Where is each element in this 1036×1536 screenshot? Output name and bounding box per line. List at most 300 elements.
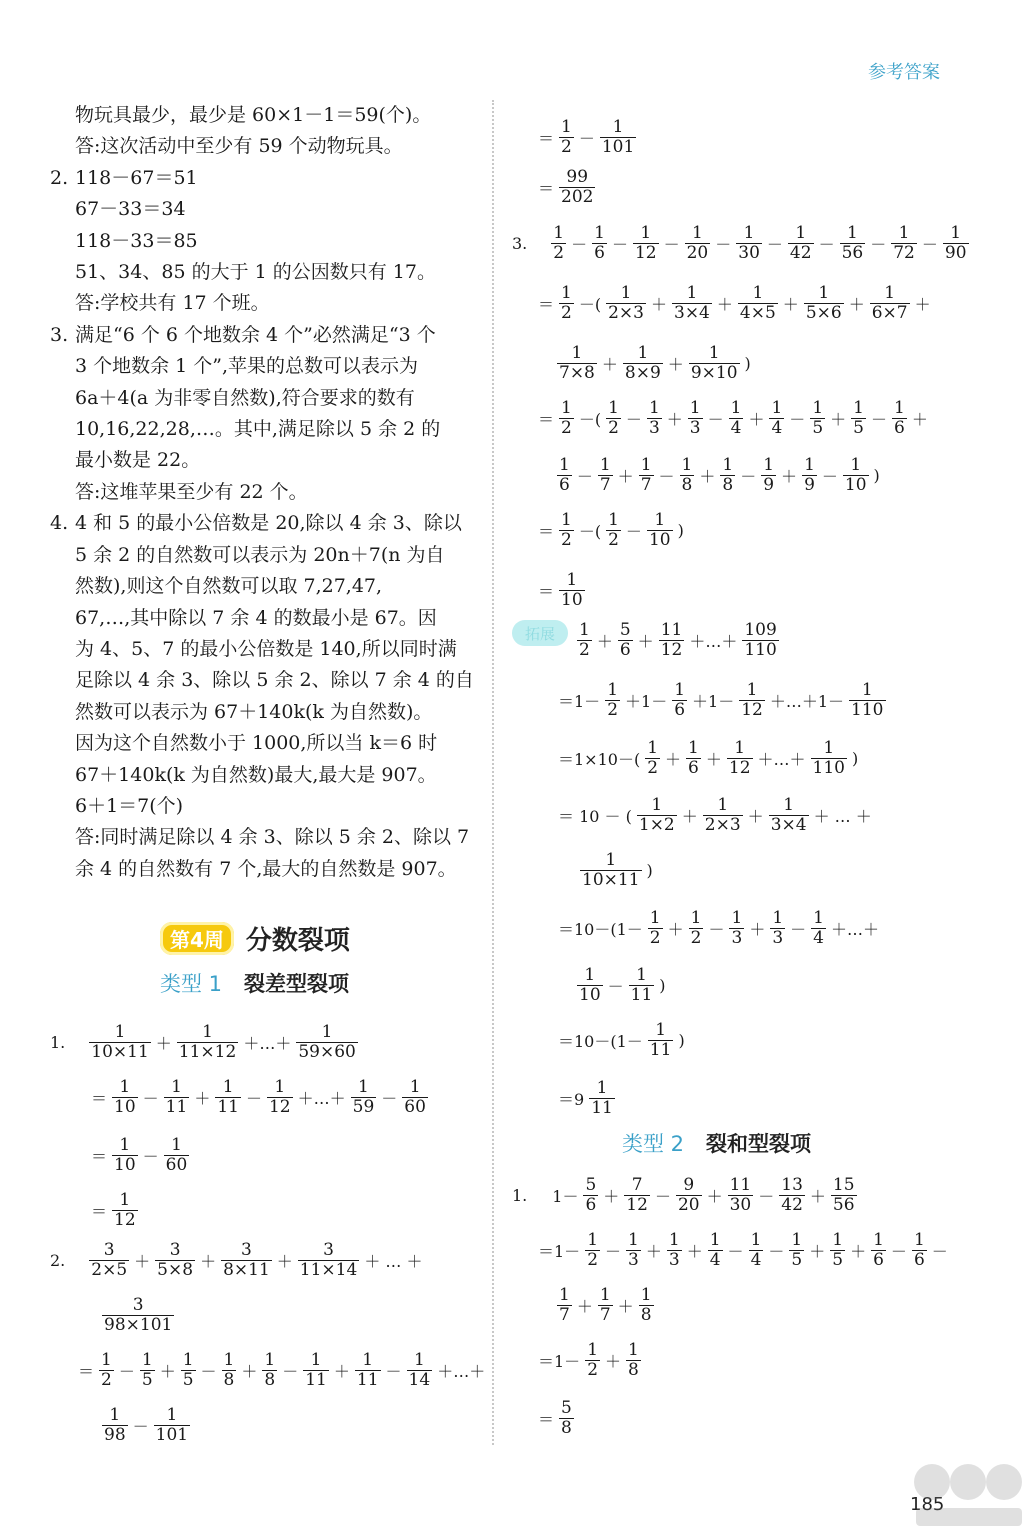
- fraction: [355, 1351, 381, 1390]
- fraction: [577, 966, 603, 1005]
- fraction: [728, 1176, 754, 1215]
- denominator: 2: [608, 529, 619, 550]
- fraction: [89, 1023, 151, 1062]
- math-line: [535, 505, 687, 555]
- line-text: 答:这次活动中至少有 59 个动物玩具。: [75, 135, 403, 158]
- numerator: 1: [109, 1404, 121, 1425]
- fraction: [943, 224, 969, 263]
- numerator: 1: [818, 282, 830, 303]
- denominator: 8: [722, 474, 734, 495]
- operator: －: [381, 1088, 398, 1108]
- numerator: 1: [884, 282, 896, 303]
- operator: ＋: [241, 1361, 258, 1381]
- denominator: 101: [155, 1424, 189, 1445]
- fraction: [789, 1231, 804, 1270]
- type-2-label: 类型 2: [622, 1132, 685, 1156]
- line-text: 118－33＝85: [75, 229, 198, 252]
- fraction: [557, 344, 597, 383]
- numerator: 5: [561, 1397, 572, 1418]
- operator: －: [607, 976, 624, 996]
- fraction: [729, 399, 744, 438]
- numerator: 1: [628, 1229, 639, 1250]
- numerator: 1: [668, 1229, 680, 1250]
- fraction: [164, 1078, 190, 1117]
- numerator: 1: [898, 222, 910, 243]
- fraction: [769, 399, 784, 438]
- denominator: 10: [648, 529, 671, 550]
- fraction: [851, 399, 866, 438]
- denominator: 10: [561, 589, 583, 610]
- fraction: [112, 1191, 138, 1230]
- operator: ＝1×10－(: [558, 749, 641, 769]
- denominator: 9: [804, 474, 815, 495]
- fraction: [592, 224, 607, 263]
- line-text: 4 和 5 的最小公倍数是 20,除以 4 余 3、除以: [75, 512, 462, 535]
- fraction: [89, 1241, 129, 1280]
- operator: ＋: [134, 1251, 151, 1271]
- text-line: [50, 665, 475, 696]
- denominator: 3: [731, 927, 743, 948]
- operator: ＋: [665, 749, 682, 769]
- numerator: 1: [274, 1076, 286, 1097]
- numerator: 1: [119, 1076, 131, 1097]
- numerator: 1: [730, 397, 742, 418]
- fraction: [840, 224, 866, 263]
- operator: －: [758, 1186, 775, 1206]
- denominator: 2: [608, 417, 619, 438]
- math-line: [535, 1393, 576, 1443]
- math-line: [512, 218, 971, 268]
- numerator: 1: [101, 1349, 112, 1370]
- page-header: 参考答案: [868, 62, 940, 83]
- denominator: 12: [626, 1194, 648, 1215]
- denominator: 7: [599, 1304, 611, 1325]
- denominator: 2: [607, 699, 619, 720]
- denominator: 8: [264, 1369, 276, 1390]
- line-text: 因为这个自然数小于 1000,所以当 k＝6 时: [75, 732, 438, 755]
- operator: ＋: [617, 466, 634, 486]
- denominator: 98×101: [104, 1314, 173, 1335]
- numerator: 1: [594, 222, 605, 243]
- operator: －(: [578, 409, 602, 429]
- denominator: 2: [101, 1369, 112, 1390]
- operator: ＝: [78, 1361, 95, 1381]
- fraction: [727, 739, 753, 778]
- denominator: 9: [763, 474, 775, 495]
- math-line: [75, 1345, 488, 1395]
- denominator: 2×3: [704, 814, 741, 835]
- denominator: 10×11: [582, 869, 640, 890]
- denominator: 101: [601, 136, 635, 157]
- numerator: 1: [114, 1021, 126, 1042]
- denominator: 4: [750, 1249, 762, 1270]
- fraction: [689, 909, 704, 948]
- numerator: 15: [832, 1174, 855, 1195]
- item-number: 2.: [50, 166, 69, 189]
- fraction: [761, 456, 776, 495]
- operator: －: [578, 128, 595, 148]
- operator: －: [118, 1361, 135, 1381]
- numerator: 11: [729, 1174, 752, 1195]
- fraction: [585, 1341, 600, 1380]
- numerator: 1: [182, 1349, 194, 1370]
- fraction: [303, 1351, 329, 1390]
- fraction: [112, 1078, 138, 1117]
- operator: ): [852, 748, 859, 768]
- numerator: 1: [813, 907, 824, 928]
- numerator: 1: [734, 737, 746, 758]
- fraction: [703, 796, 743, 835]
- fraction: [580, 851, 642, 890]
- math-line: [535, 1335, 643, 1385]
- numerator: 1: [640, 222, 652, 243]
- fraction: [559, 511, 574, 550]
- operator: ＝: [538, 1409, 555, 1429]
- operator: －: [715, 234, 732, 254]
- math-line: [100, 1400, 192, 1450]
- denominator: 110: [851, 699, 884, 720]
- text-line: [50, 508, 475, 539]
- type-1-title: 裂差型裂项: [244, 972, 350, 996]
- fraction: [659, 621, 685, 660]
- line-text: 然数),则这个自然数可以取 7,27,47,: [75, 575, 383, 598]
- math-line: [535, 565, 587, 615]
- numerator: 1: [171, 1076, 182, 1097]
- fraction: [680, 456, 695, 495]
- type-1-label: 类型 1: [160, 972, 223, 996]
- numerator: 1: [722, 454, 734, 475]
- fraction: [645, 739, 660, 778]
- numerator: 1: [321, 1021, 333, 1042]
- numerator: 1: [873, 1229, 884, 1250]
- fraction: [639, 1286, 654, 1325]
- operator: －: [890, 1241, 907, 1261]
- operator: －: [385, 1361, 402, 1381]
- operator: －: [663, 234, 680, 254]
- text-line: [50, 791, 475, 822]
- fraction: [647, 511, 673, 550]
- fraction: [708, 1231, 723, 1270]
- denominator: 8×9: [624, 362, 661, 383]
- fraction: [738, 284, 778, 323]
- operator: ＋: [200, 1251, 217, 1271]
- numerator: 1: [709, 1229, 721, 1250]
- numerator: 3: [103, 1239, 115, 1260]
- operator: ): [659, 975, 666, 995]
- line-text: 答:学校共有 17 个班。: [75, 292, 270, 315]
- denominator: 3×4: [770, 814, 807, 835]
- operator: ＋: [850, 1241, 867, 1261]
- section-title: [160, 920, 350, 957]
- fraction: [637, 796, 677, 835]
- numerator: 1: [823, 737, 835, 758]
- denominator: 5: [832, 1249, 844, 1270]
- text-line: [50, 571, 475, 602]
- denominator: 30: [738, 242, 760, 263]
- fraction: [648, 909, 663, 948]
- denominator: 11: [591, 1097, 613, 1118]
- item-number: 1.: [512, 1185, 528, 1205]
- denominator: 6: [873, 1249, 884, 1270]
- math-line: [555, 1015, 688, 1065]
- denominator: 4: [771, 417, 783, 438]
- numerator: 1: [750, 1229, 762, 1250]
- denominator: 12: [728, 757, 751, 778]
- numerator: 1: [771, 397, 783, 418]
- numerator: 1: [913, 1229, 925, 1250]
- fraction: [577, 621, 592, 660]
- fraction: [892, 399, 907, 438]
- numerator: 1: [686, 282, 698, 303]
- fraction: [598, 1286, 613, 1325]
- numerator: 1: [358, 1076, 369, 1097]
- numerator: 1: [651, 794, 663, 815]
- operator: ＋…＋: [437, 1361, 486, 1381]
- denominator: 5: [812, 417, 824, 438]
- denominator: 11: [305, 1369, 327, 1390]
- text-line: [50, 163, 475, 194]
- denominator: 8: [561, 1417, 572, 1438]
- fraction: [351, 1078, 377, 1117]
- fraction: [623, 344, 663, 383]
- fraction: [559, 399, 574, 438]
- operator: －: [200, 1361, 217, 1381]
- numerator: 1: [119, 1189, 131, 1210]
- denominator: 98: [104, 1424, 126, 1445]
- denominator: 56: [832, 1194, 855, 1215]
- denominator: 7: [599, 474, 611, 495]
- denominator: 2: [561, 302, 572, 323]
- numerator: 1: [608, 397, 619, 418]
- denominator: 60: [404, 1096, 426, 1117]
- math-line: [555, 338, 754, 388]
- operator: ＋…＋: [757, 749, 806, 769]
- fraction: [589, 1079, 615, 1118]
- denominator: 6: [894, 417, 905, 438]
- operator: ): [744, 353, 751, 373]
- math-line: [555, 1073, 617, 1123]
- numerator: 1: [950, 222, 962, 243]
- fraction: [600, 118, 636, 157]
- numerator: 1: [605, 849, 617, 870]
- denominator: 8×11: [223, 1259, 270, 1280]
- fraction: [112, 1136, 138, 1175]
- denominator: 59×60: [298, 1041, 356, 1062]
- operator: －: [727, 1241, 744, 1261]
- denominator: 12: [741, 699, 763, 720]
- operator: ＋: [617, 1296, 634, 1316]
- denominator: 10: [844, 474, 867, 495]
- denominator: 11×12: [178, 1041, 237, 1062]
- fraction: [559, 168, 595, 207]
- denominator: 56: [841, 242, 864, 263]
- operator: ＋: [830, 409, 847, 429]
- numerator: 1: [791, 1229, 803, 1250]
- item-number: 4.: [50, 512, 69, 535]
- fraction: [802, 456, 817, 495]
- text-line: [50, 351, 475, 382]
- fraction: [626, 1341, 641, 1380]
- denominator: 8: [628, 1359, 639, 1380]
- line-text: 满足“6 个 6 个地数余 4 个”必然满足“3 个: [75, 323, 436, 346]
- denominator: 12: [660, 639, 683, 660]
- operator: －: [789, 409, 806, 429]
- fraction: [583, 1176, 598, 1215]
- operator: －: [818, 234, 835, 254]
- line-text: 答:这堆苹果至少有 22 个。: [75, 480, 308, 503]
- text-line: [50, 854, 475, 885]
- denominator: 9×10: [690, 362, 738, 383]
- operator: ＋1－: [692, 691, 735, 711]
- operator: ＋: [601, 354, 618, 374]
- numerator: 1: [681, 454, 693, 475]
- text-line: [50, 320, 475, 351]
- numerator: 1: [654, 509, 666, 530]
- fraction: [559, 1399, 574, 1438]
- numerator: 1: [763, 454, 775, 475]
- denominator: 4: [730, 417, 742, 438]
- fraction: [830, 1231, 845, 1270]
- numerator: 1: [688, 737, 699, 758]
- text-line: [50, 603, 475, 634]
- operator: ＋: [605, 1351, 622, 1371]
- fraction: [598, 456, 613, 495]
- denominator: 7×8: [559, 362, 595, 383]
- text-line: [50, 477, 475, 508]
- math-line: [555, 1280, 656, 1330]
- numerator: 1: [772, 907, 784, 928]
- line-text: 足除以 4 余 3、除以 5 余 2、除以 7 余 4 的自: [75, 669, 474, 692]
- fraction: [788, 224, 814, 263]
- operator: －(: [578, 521, 602, 541]
- operator: －: [625, 409, 642, 429]
- operator: ＋: [782, 294, 799, 314]
- line-text: 为 4、5、7 的最小公倍数是 140,所以同时满: [75, 637, 457, 660]
- column-divider: [492, 100, 494, 1445]
- fraction: [667, 1231, 682, 1270]
- numerator: 1: [853, 397, 864, 418]
- numerator: 1: [566, 569, 578, 590]
- numerator: 1: [166, 1404, 178, 1425]
- math-line: [535, 278, 934, 328]
- numerator: 1: [628, 1339, 639, 1360]
- fraction: [811, 739, 847, 778]
- item-number: 3.: [512, 233, 528, 253]
- operator: ＋: [686, 1241, 703, 1261]
- operator: －: [921, 234, 938, 254]
- numerator: 1: [647, 737, 659, 758]
- operator: ＋…＋: [297, 1088, 346, 1108]
- operator: －: [707, 409, 724, 429]
- fraction: [407, 1351, 433, 1390]
- text-line: [50, 288, 475, 319]
- fraction: [912, 1231, 927, 1270]
- fraction: [849, 681, 885, 720]
- line-text: 118－67＝51: [75, 166, 198, 189]
- line-text: 答:同时满足除以 4 余 3、除以 5 余 2、除以 7: [75, 826, 470, 849]
- numerator: 1: [894, 397, 905, 418]
- numerator: 1: [559, 1284, 570, 1305]
- fraction: [99, 1351, 114, 1390]
- math-line: [100, 1290, 176, 1340]
- denominator: 42: [781, 1194, 803, 1215]
- denominator: 3: [628, 1249, 639, 1270]
- denominator: 2: [561, 529, 572, 550]
- operator: －: [282, 1361, 299, 1381]
- numerator: 1: [561, 116, 572, 137]
- text-line: [50, 131, 475, 162]
- math-line: [88, 1072, 430, 1122]
- numerator: 1: [783, 794, 795, 815]
- operator: ＝1－: [558, 691, 601, 711]
- numerator: 1: [608, 509, 619, 530]
- math-line: [555, 790, 875, 840]
- operator: ＋: [159, 1361, 176, 1381]
- denominator: 6: [585, 1194, 597, 1215]
- denominator: 1×2: [638, 814, 675, 835]
- numerator: 1: [637, 342, 649, 363]
- line-text: 10,16,22,28,…。其中,满足除以 5 余 2 的: [75, 418, 441, 441]
- fraction: [769, 796, 809, 835]
- operator: ＝10－(1－: [558, 919, 643, 939]
- denominator: 2: [561, 136, 572, 157]
- fraction: [605, 681, 620, 720]
- fraction: [742, 621, 778, 660]
- text-line: [50, 445, 475, 476]
- item-number: 3.: [50, 323, 69, 346]
- fraction: [891, 224, 917, 263]
- operator: ): [678, 1030, 685, 1050]
- numerator: 1: [587, 1229, 599, 1250]
- line-text: 67,…,其中除以 7 余 4 的数最小是 67。因: [75, 606, 437, 629]
- denominator: 7: [640, 474, 652, 495]
- numerator: 1: [222, 1076, 234, 1097]
- numerator: 1: [599, 1284, 611, 1305]
- operator: ＋…＋: [831, 919, 880, 939]
- extension-chip: 拓展: [512, 620, 568, 646]
- numerator: 1: [655, 1019, 667, 1040]
- denominator: 4×5: [739, 302, 776, 323]
- operator: ＝1－: [538, 1351, 581, 1371]
- operator: －: [142, 1146, 159, 1166]
- fraction: [585, 1231, 600, 1270]
- operator: ＋: [576, 1296, 593, 1316]
- math-line: [535, 393, 931, 443]
- denominator: 110: [812, 757, 845, 778]
- operator: －: [870, 234, 887, 254]
- operator: ＋: [681, 806, 698, 826]
- numerator: 13: [781, 1174, 803, 1195]
- denominator: 2: [587, 1249, 599, 1270]
- numerator: 1: [649, 907, 661, 928]
- numerator: 1: [689, 397, 701, 418]
- text-line: [50, 257, 475, 288]
- denominator: 60: [165, 1154, 188, 1175]
- denominator: 30: [729, 1194, 752, 1215]
- fraction: [606, 511, 621, 550]
- denominator: 3×4: [674, 302, 710, 323]
- operator: －: [740, 466, 757, 486]
- denominator: 11: [217, 1096, 239, 1117]
- numerator: 1: [812, 397, 824, 418]
- numerator: 9: [683, 1174, 695, 1195]
- numerator: 5: [585, 1174, 597, 1195]
- operator: ＝: [538, 409, 555, 429]
- section-title-text: 分数裂项: [245, 926, 350, 956]
- numerator: 109: [744, 619, 777, 640]
- fraction: [181, 1351, 196, 1390]
- fraction: [779, 1176, 805, 1215]
